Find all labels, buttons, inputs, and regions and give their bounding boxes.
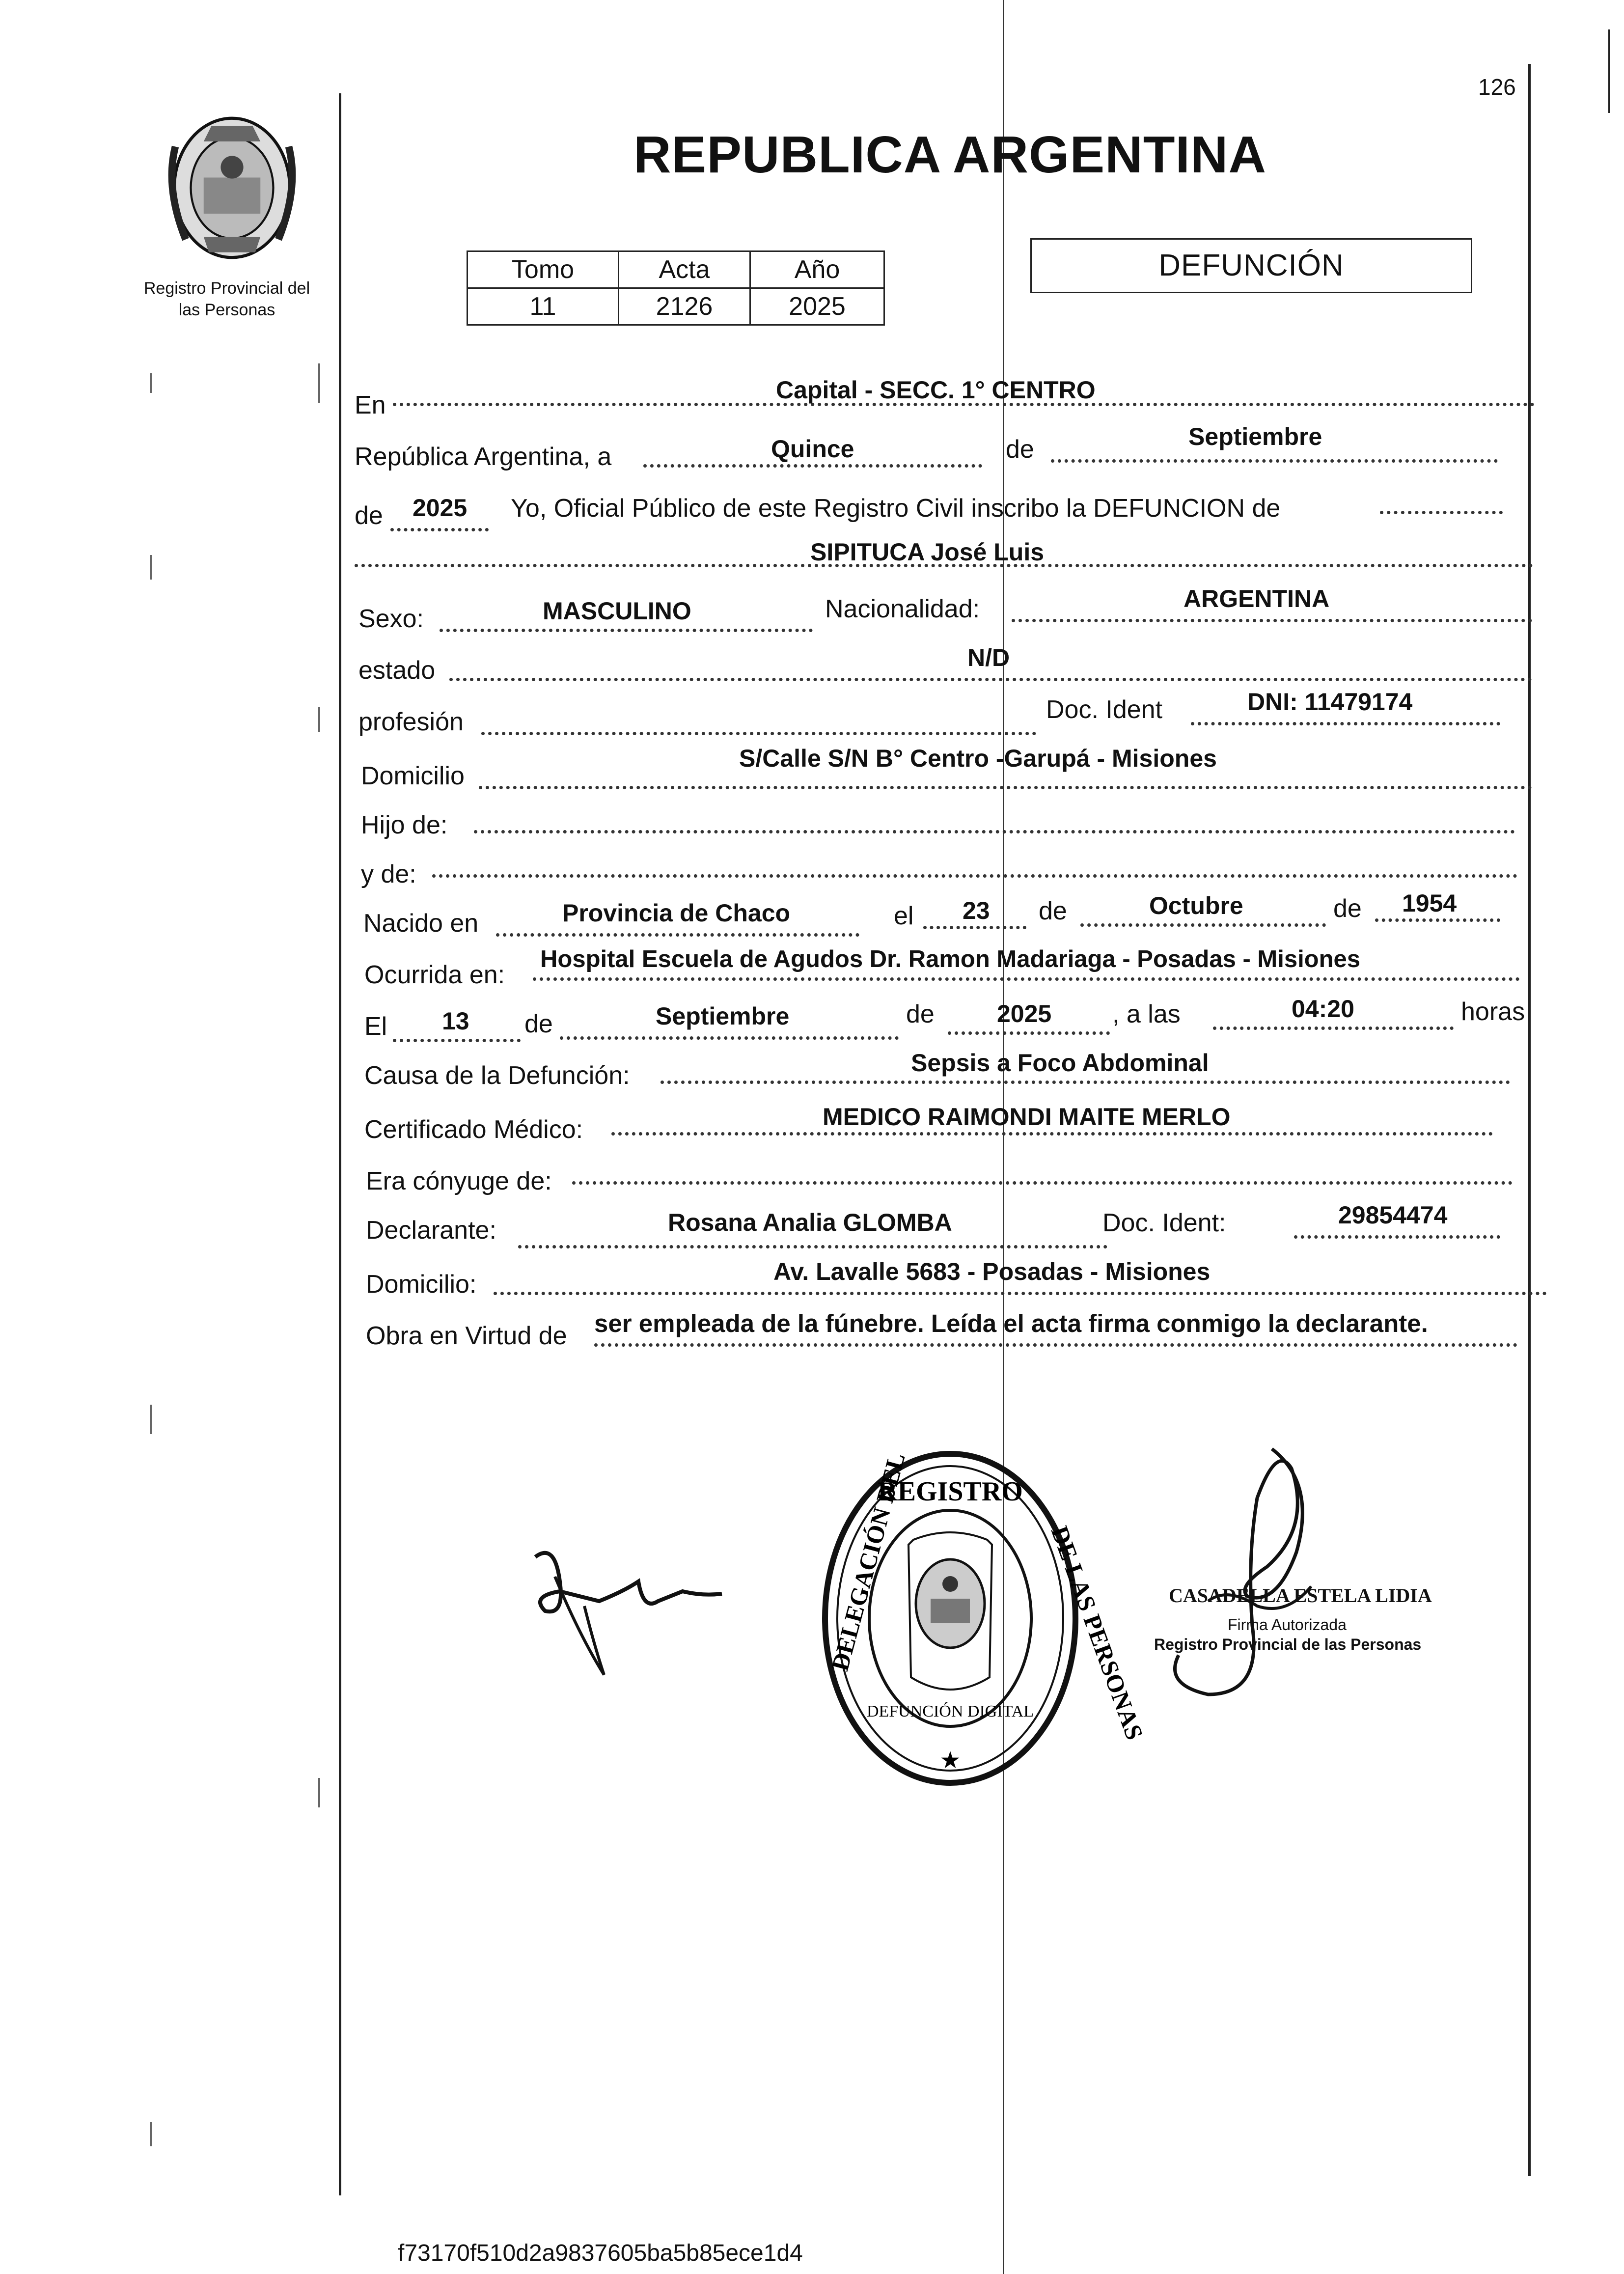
registry-caption-line2: las Personas	[178, 301, 275, 319]
scan-mark	[318, 707, 320, 732]
scan-mark	[150, 373, 152, 393]
declarante-label: Declarante:	[366, 1216, 496, 1245]
sexo-label: Sexo:	[358, 605, 424, 633]
birth-month-underline	[1080, 923, 1326, 927]
scan-mark	[150, 2122, 152, 2146]
document-hash: f73170f510d2a9837605ba5b85ece1d4	[398, 2240, 803, 2266]
birth-day-underline	[923, 926, 1026, 929]
estado-label: estado	[358, 656, 436, 685]
sexo-value: MASCULINO	[543, 597, 691, 625]
day-underline	[643, 464, 982, 468]
death-time: 04:20	[1292, 995, 1354, 1023]
nacionalidad-value: ARGENTINA	[1184, 585, 1330, 612]
death-day: 13	[442, 1007, 469, 1035]
doc-ident-label: Doc. Ident	[1046, 695, 1163, 724]
horas-label: horas	[1461, 998, 1525, 1026]
nacido-value: Provincia de Chaco	[562, 899, 791, 927]
table-value-row	[468, 288, 884, 325]
domicilio2-underline	[494, 1292, 1547, 1295]
nacionalidad-label: Nacionalidad:	[825, 595, 980, 623]
svg-text:DELEGACIÓN DEL: DELEGACIÓN DEL	[826, 1449, 910, 1674]
deceased-name: SIPITUCA José Luis	[810, 538, 1045, 566]
certificado-value: MEDICO RAIMONDI MAITE MERLO	[823, 1103, 1231, 1131]
declarante-value: Rosana Analia GLOMBA	[668, 1209, 952, 1236]
birth-month: Octubre	[1149, 892, 1243, 919]
yde-label: y de:	[361, 860, 416, 888]
value-acta: 2126	[619, 288, 750, 325]
ocurrida-label: Ocurrida en:	[364, 961, 505, 989]
scan-mark	[150, 1405, 152, 1434]
yde-underline	[432, 874, 1517, 878]
page-number: 126	[1478, 74, 1516, 100]
month-value: Septiembre	[1188, 423, 1322, 450]
certificado-underline	[611, 1132, 1493, 1136]
causa-value: Sepsis a Foco Abdominal	[911, 1049, 1209, 1077]
nacido-label: Nacido en	[363, 909, 479, 938]
svg-text:DE LAS PERSONAS: DE LAS PERSONAS	[1046, 1522, 1149, 1744]
registry-table	[467, 250, 885, 326]
ocurrida-value: Hospital Escuela de Agudos Dr. Ramon Madariaga - Posadas - Misiones	[540, 946, 1361, 972]
doc-ident-value: DNI: 11479174	[1247, 688, 1413, 716]
intro-text: Yo, Oficial Público de este Registro Civil inscribo la DEFUNCION de	[511, 494, 1281, 523]
en-value: Capital - SECC. 1° CENTRO	[776, 376, 1096, 404]
profesion-underline	[481, 732, 1036, 735]
hijo-underline	[474, 830, 1515, 833]
obra-value: ser empleada de la fúnebre. Leída el acta firma conmigo la declarante.	[594, 1309, 1428, 1337]
value-anio: 2025	[750, 288, 884, 325]
el-label: el	[894, 902, 914, 930]
header-anio: Año	[750, 251, 884, 288]
profesion-label: profesión	[358, 708, 464, 736]
month-underline	[1051, 459, 1498, 463]
republica-label: República Argentina, a	[355, 443, 612, 471]
obra-label: Obra en Virtud de	[366, 1322, 567, 1350]
estado-value: N/D	[967, 644, 1010, 671]
conyuge-label: Era cónyuge de:	[366, 1167, 552, 1195]
death-month-underline	[560, 1036, 899, 1040]
birth-year-underline	[1375, 918, 1500, 922]
year-underline	[390, 528, 489, 531]
registry-stamp-icon	[815, 1442, 1149, 1795]
doc-ident2-label: Doc. Ident:	[1102, 1209, 1226, 1237]
death-year: 2025	[997, 1000, 1052, 1027]
page-title: REPUBLICA ARGENTINA	[633, 126, 1267, 184]
el-cap-label: El	[364, 1012, 387, 1041]
left-margin-line	[339, 93, 341, 2195]
provincial-seal-icon	[155, 111, 309, 265]
authority-name: CASADELLA ESTELA LIDIA	[1169, 1584, 1432, 1607]
header-acta: Acta	[619, 251, 750, 288]
certificado-label: Certificado Médico:	[364, 1115, 583, 1144]
header-tomo: Tomo	[468, 251, 619, 288]
domicilio2-value: Av. Lavalle 5683 - Posadas - Misiones	[773, 1258, 1211, 1285]
svg-text:★: ★	[939, 1747, 961, 1774]
value-tomo: 11	[468, 288, 619, 325]
birth-year: 1954	[1402, 889, 1457, 917]
authority-office: Registro Provincial de las Personas	[1154, 1636, 1422, 1653]
estado-underline	[449, 678, 1532, 681]
domicilio-label: Domicilio	[361, 762, 465, 790]
domicilio-value: S/Calle S/N B° Centro -Garupá - Misiones	[739, 745, 1217, 772]
causa-underline	[661, 1081, 1510, 1084]
conyuge-underline	[572, 1181, 1513, 1185]
fold-crease-line	[1003, 0, 1004, 2274]
ocurrida-underline	[533, 977, 1520, 981]
scan-mark	[150, 555, 152, 580]
svg-text:DEFUNCIÓN DIGITAL: DEFUNCIÓN DIGITAL	[866, 1702, 1034, 1720]
svg-text:REGISTRO: REGISTRO	[878, 1476, 1023, 1507]
doc-ident2-value: 29854474	[1338, 1201, 1448, 1229]
intro-underline	[1380, 511, 1503, 514]
declarante-underline	[518, 1245, 1107, 1248]
sexo-underline	[440, 629, 813, 632]
right-margin-line	[1528, 64, 1531, 2176]
day-value: Quince	[771, 435, 854, 463]
authority-role: Firma Autorizada	[1228, 1616, 1347, 1634]
scan-mark	[318, 1778, 320, 1807]
document-type-box: DEFUNCIÓN	[1030, 238, 1472, 293]
alas-label: , a las	[1112, 1000, 1181, 1028]
hijo-label: Hijo de:	[361, 811, 448, 839]
declarant-signature-icon	[525, 1537, 732, 1685]
registry-caption	[129, 277, 325, 321]
causa-label: Causa de la Defunción:	[364, 1061, 630, 1090]
de-birth-year-label: de	[1333, 894, 1362, 923]
de-label: de	[1006, 435, 1034, 464]
en-label: En	[355, 391, 386, 419]
death-year-underline	[948, 1031, 1110, 1035]
doc-ident-underline	[1191, 722, 1500, 725]
doc-ident2-underline	[1294, 1235, 1500, 1239]
time-underline	[1213, 1026, 1454, 1030]
domicilio2-label: Domicilio:	[366, 1270, 477, 1299]
nacido-underline	[496, 933, 859, 937]
obra-underline	[594, 1343, 1517, 1347]
domicilio-underline	[479, 786, 1532, 789]
registry-caption-line1: Registro Provincial del	[143, 279, 310, 298]
authority-signature-icon	[1149, 1439, 1336, 1714]
de-death-label: de	[524, 1010, 553, 1038]
de-death-year-label: de	[906, 1000, 935, 1028]
de-year-label: de	[355, 501, 383, 530]
edge-mark	[1608, 29, 1610, 113]
birth-day: 23	[963, 897, 990, 924]
death-day-underline	[393, 1039, 521, 1042]
year-value: 2025	[413, 494, 468, 522]
table-header-row	[468, 251, 884, 288]
de-birth-label: de	[1039, 897, 1067, 925]
scan-mark	[318, 363, 320, 403]
nacionalidad-underline	[1012, 619, 1532, 622]
death-month: Septiembre	[656, 1002, 790, 1030]
